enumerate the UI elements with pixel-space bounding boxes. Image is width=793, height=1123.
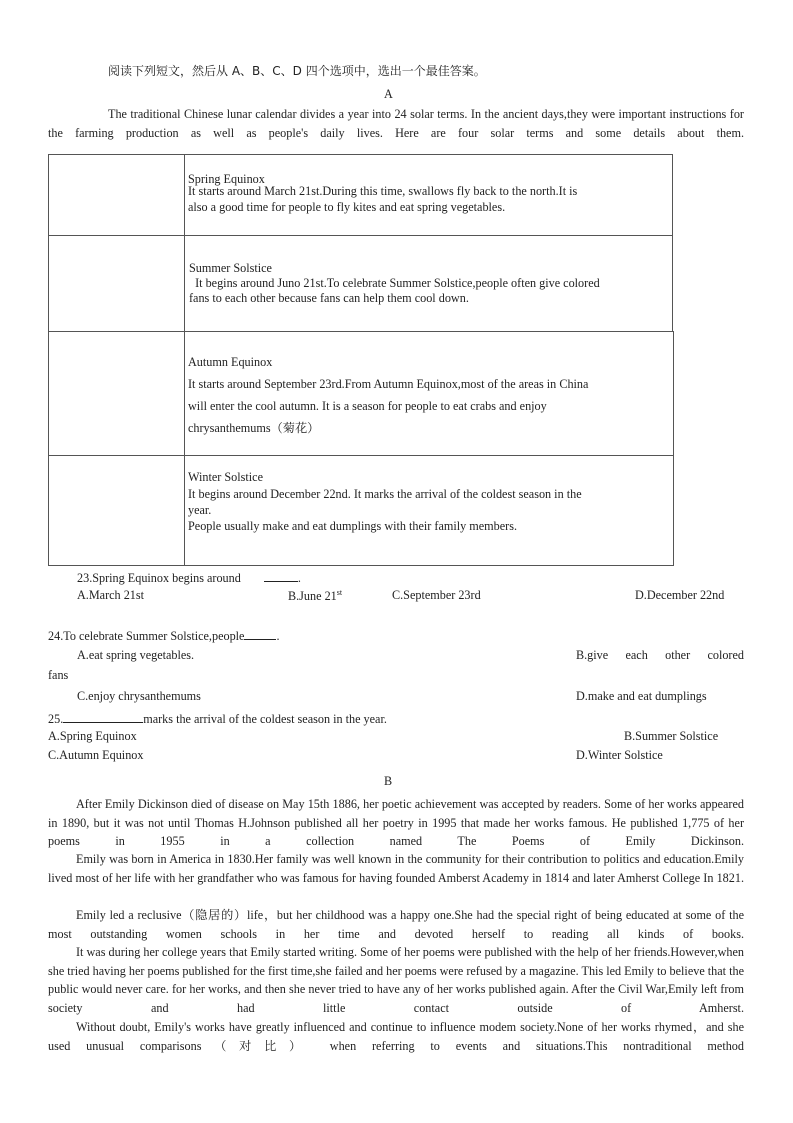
answer-blank[interactable] (264, 569, 298, 582)
table-left-cell (48, 331, 185, 456)
term-desc-line: People usually make and eat dumplings with their family members. (188, 519, 517, 533)
question-stem-tail: . (276, 629, 280, 643)
option-a[interactable]: A.Spring Equinox (48, 729, 137, 743)
term-desc-line: It starts around March 21st.During this time, swallows fly back to the north.It is (188, 184, 578, 198)
table-left-cell (48, 235, 185, 332)
question-number: 25. (48, 712, 64, 726)
question-23 (77, 569, 301, 586)
option-b-text: B.June 21 (288, 589, 337, 604)
question-stem: 23.Spring Equinox begins around (77, 571, 241, 585)
term-name: Winter Solstice (188, 470, 263, 484)
option-b-word: other (665, 648, 691, 662)
option-a[interactable]: A.eat spring vegetables. (77, 648, 195, 662)
table-row-autumn-equinox (184, 331, 674, 456)
term-desc-line: It starts around September 23rd.From Autumn Equinox,most of the areas in China (188, 377, 589, 391)
option-c[interactable]: C.Autumn Equinox (48, 748, 144, 762)
answer-blank[interactable] (63, 710, 143, 723)
question-stem: marks the arrival of the coldest season in the year. (143, 712, 387, 726)
question-24 (48, 627, 280, 644)
option-d[interactable]: D.make and eat dumplings (576, 689, 707, 703)
question-stem: 24.To celebrate Summer Solstice,people (48, 629, 245, 643)
option-b-word: colored (707, 648, 744, 662)
term-desc-line: fans to each other because fans can help them cool down. (189, 291, 469, 305)
option-c[interactable]: C.enjoy chrysanthemums (77, 689, 201, 703)
term-desc-line: also a good time for people to fly kites and eat spring vegetables. (188, 200, 506, 214)
option-b[interactable]: B.Summer Solstice (624, 729, 719, 743)
option-b-continuation: fans (48, 668, 69, 682)
table-left-cell (48, 154, 185, 236)
passage-b-paragraph-1: After Emily Dickinson died of disease on May 15th 1886, her poetic achievement was accepted by readers. Some of her works appeared in 1890, but it was not until Thomas H.Johnson published all her poetry in 1995 that made her works famous. He published 1,775 of her poems in 1955 in a collection named The Poems of Emily Dickinson. (48, 797, 744, 849)
passage-b-paragraph-4: It was during her college years that Emily started writing. Some of her poems were published with the help of her friends.However,when she tried having her poems published for the first time,she failed and her poems were refused by a magazine. This led Emily to believe that the public would never care. for her works, and then she never tried to have any of her works published again. After the Civil War,Emily left from society and had little contact outside of Amherst. (48, 945, 744, 1015)
answer-blank[interactable] (244, 627, 276, 640)
term-desc-line: will enter the cool autumn. It is a season for people to eat crabs and enjoy (188, 399, 547, 413)
option-b[interactable] (288, 588, 342, 604)
term-desc-line: year. (188, 503, 212, 517)
term-desc-line: It begins around December 22nd. It marks the arrival of the coldest season in the (188, 487, 582, 501)
term-name: Autumn Equinox (188, 355, 273, 369)
option-b-word: each (625, 648, 648, 662)
passage-b-paragraph-3: Emily led a reclusive（隐居的）life，but her childhood was a happy one.She had the special right of being educated at some of the most outstanding women schools in her time and devoted herself to reading all kinds of books. (48, 908, 744, 941)
passage-a-intro: The traditional Chinese lunar calendar divides a year into 24 solar terms. In the ancient days,they were important instructions for the farming production as well as people's daily lives. Here are four solar terms and some details about them. (48, 107, 744, 140)
term-desc-line: It begins around Juno 21st.To celebrate Summer Solstice,people often give colored (189, 276, 600, 290)
passage-b-paragraph-5: Without doubt, Emily's works have greatly influenced and continue to influence modem society.None of her works rhymed，and she used unusual comparisons（对比） when referring to events and situations.This nontraditional method (48, 1020, 744, 1053)
term-name: Spring Equinox (188, 172, 265, 186)
passage-b-label: B (384, 774, 393, 788)
option-a[interactable]: A.March 21st (77, 588, 145, 602)
term-desc-line: chrysanthemums（菊花） (188, 421, 320, 435)
question-stem-tail: . (297, 571, 301, 585)
passage-b-paragraph-2: Emily was born in America in 1830.Her family was well known in the community for their contribution to politics and education.Emily lived most of her life with her grandfather who was famous for having founded Amberst Academy in 1814 and later Amherst College In 1821. (48, 852, 744, 885)
option-d[interactable]: D.Winter Solstice (576, 748, 663, 762)
option-b-word: B.give (576, 648, 609, 662)
passage-a-label: A (384, 87, 393, 101)
term-name: Summer Solstice (189, 261, 272, 275)
option-b-superscript: st (336, 588, 343, 597)
table-left-cell (48, 455, 185, 566)
question-25 (48, 710, 387, 727)
option-b[interactable] (576, 648, 744, 663)
option-c[interactable]: C.September 23rd (392, 588, 481, 602)
option-d[interactable]: D.December 22nd (635, 588, 725, 602)
instruction: 阅读下列短文，然后从 A、B、C、D 四个选项中，选出一个最佳答案。 (108, 64, 486, 78)
